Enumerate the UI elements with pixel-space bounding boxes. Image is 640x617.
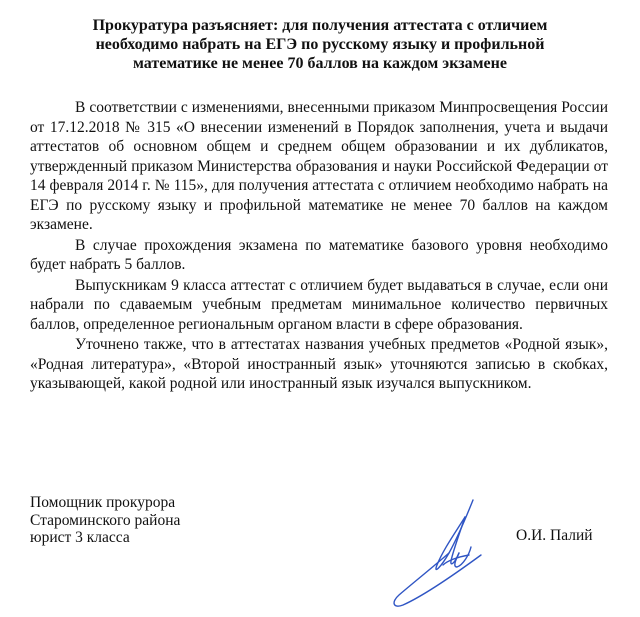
paragraph-subject-names: Уточнено также, что в аттестатах названия учебных предметов «Родной язык», «Родная литература», «Второй иностранный язык» уточняются записью в скобках, указывающей, какой родной или иностранный язык изучался выпускником. <box>30 336 608 392</box>
document-body <box>30 98 608 395</box>
document-title: Прокуратура разъясняет: для получения аттестата с отличием необходимо набрать на ЕГЭ по русскому языку и профильной математике не менее 70 баллов на каждом экзамене <box>92 17 548 72</box>
signer-name: О.И. Палий <box>516 527 593 544</box>
position-line-3: юрист 3 класса <box>30 529 130 546</box>
paragraph-basic-math: В случае прохождения экзамена по математике базового уровня необходимо будет набрать 5 баллов. <box>30 236 608 273</box>
paragraph-grade-9: Выпускникам 9 класса аттестат с отличием будет выдаваться в случае, если они набрали по сдаваемым учебным предметам минимальное количество первичных баллов, определенное региональным органом власти в сфере образования. <box>30 276 608 333</box>
position-line-1: Помощник прокурора <box>30 494 176 511</box>
signature-position-block <box>30 494 280 547</box>
paragraph-order-reference: В соответствии с изменениями, внесенными приказом Минпросвещения России от 17.12.2018 № 315 «О внесении изменений в Порядок заполнения, учета и выдачи аттестатов об основном общем и среднем общем образовании и их дубликатов, утвержденный приказом Министерства образования и науки Российской Федерации от 14 февраля 2014 г. № 115», для получения аттестата с отличием необходимо набрать на ЕГЭ по русскому языку и профильной математике не менее 70 баллов на каждом экзамене. <box>30 99 608 233</box>
position-line-2: Староминского района <box>30 511 181 529</box>
handwritten-signature <box>385 495 510 615</box>
